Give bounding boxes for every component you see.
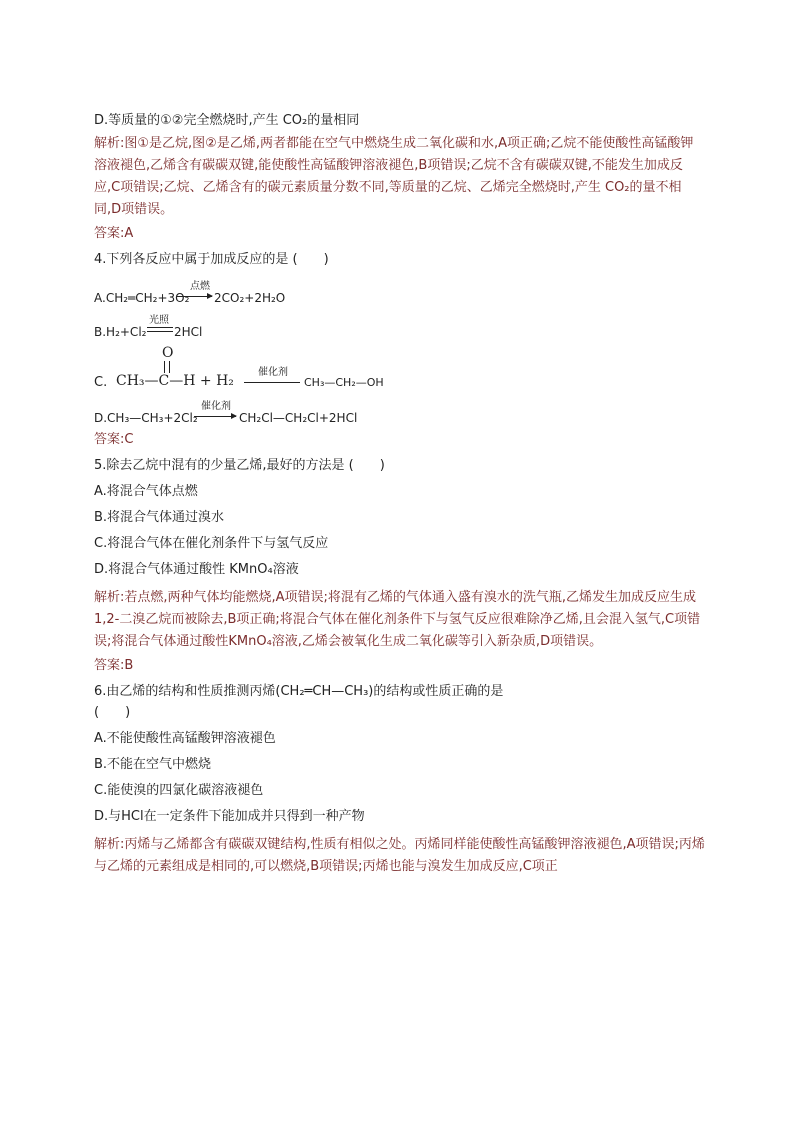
reaction-arrow-icon xyxy=(194,416,236,417)
q4-d-reactants: D.CH₃—CH₃+2Cl₂ xyxy=(94,411,198,425)
q5-option-d: D.将混合气体通过酸性 KMnO₄溶液 xyxy=(94,562,299,577)
q4-d-products: CH₂Cl—CH₂Cl+2HCl xyxy=(239,411,358,425)
q6-option-a: A.不能使酸性高锰酸钾溶液褪色 xyxy=(94,731,276,746)
q6-paren: ( ) xyxy=(94,705,131,720)
q3-answer: 答案:A xyxy=(94,226,134,241)
q4-stem: 4.下列各反应中属于加成反应的是 ( ) xyxy=(94,252,329,267)
q4-c-oxygen: O xyxy=(162,345,174,361)
reaction-arrow-icon xyxy=(244,382,300,383)
q4-answer: 答案:C xyxy=(94,432,134,447)
q4-option-d xyxy=(94,397,706,431)
q4-c-product: CH₃—CH₂—OH xyxy=(304,376,384,389)
q6-stem: 6.由乙烯的结构和性质推测丙烯(CH₂═CH—CH₃)的结构或性质正确的是 xyxy=(94,684,504,699)
q5-stem: 5.除去乙烷中混有的少量乙烯,最好的方法是 ( ) xyxy=(94,458,385,473)
q4-b-reactants: B.H₂+Cl₂ xyxy=(94,325,147,339)
q4-b-condition: 光照 xyxy=(149,315,169,326)
q4-b-products: 2HCl xyxy=(174,325,203,339)
q6-explanation: 解析:丙烯与乙烯都含有碳碳双键结构,性质有相似之处。丙烯同样能使酸性高锰酸钾溶液褪色,A项错误;丙烯与乙烯的元素组成是相同的,可以燃烧,B项错误;丙烯也能与溴发生加成反应,C项正 xyxy=(94,837,705,874)
q4-c-reactant: CH₃—C—H + H₂ xyxy=(116,373,234,389)
q5-explanation: 解析:若点燃,两种气体均能燃烧,A项错误;将混有乙烯的气体通入盛有溴水的洗气瓶,乙烯发生加成反应生成1,2-二溴乙烷而被除去,B项正确;将混合气体在催化剂条件下与氢气反应很难除净乙烯,且会混入氢气,C项错误;将混合气体通过酸性KMnO₄溶液,乙烯会被氧化生成二氧化碳等引入新杂质,D项错误。 xyxy=(94,590,701,649)
double-bond-icon xyxy=(164,361,170,373)
q4-a-products: 2CO₂+2H₂O xyxy=(214,291,286,305)
q3-option-d: D.等质量的①②完全燃烧时,产生 CO₂的量相同 xyxy=(94,113,360,128)
q4-a-reactants: A.CH₂═CH₂+3O₂ xyxy=(94,291,190,305)
q3-explanation: 解析:图①是乙烷,图②是乙烯,两者都能在空气中燃烧生成二氧化碳和水,A项正确;乙烷不能使酸性高锰酸钾溶液褪色,乙烯含有碳碳双键,能使酸性高锰酸钾溶液褪色,B项错误;乙烷不含有碳碳双键,不能发生加成反应,C项错误;乙烷、乙烯含有的碳元素质量分数不同,等质量的乙烷、乙烯完全燃烧时,产生 CO₂的量不相同,D项错误。 xyxy=(94,136,694,217)
q4-option-b xyxy=(94,311,706,345)
equals-sign-icon xyxy=(147,327,173,332)
q4-c-label: C. xyxy=(94,375,108,390)
q4-d-condition: 催化剂 xyxy=(201,401,231,412)
q5-answer: 答案:B xyxy=(94,658,134,673)
q6-option-b: B.不能在空气中燃烧 xyxy=(94,757,212,772)
q4-option-a xyxy=(94,277,706,311)
q4-c-condition: 催化剂 xyxy=(258,367,288,378)
q5-option-b: B.将混合气体通过溴水 xyxy=(94,510,225,525)
q5-option-c: C.将混合气体在催化剂条件下与氢气反应 xyxy=(94,536,329,551)
q6-option-c: C.能使溴的四氯化碳溶液褪色 xyxy=(94,783,264,798)
q5-option-a: A.将混合气体点燃 xyxy=(94,484,198,499)
q4-a-condition: 点燃 xyxy=(190,281,210,292)
q4-option-c xyxy=(94,345,706,397)
q6-option-d: D.与HCl在一定条件下能加成并只得到一种产物 xyxy=(94,809,365,824)
reaction-arrow-icon xyxy=(176,296,212,297)
worksheet-page xyxy=(94,112,706,878)
